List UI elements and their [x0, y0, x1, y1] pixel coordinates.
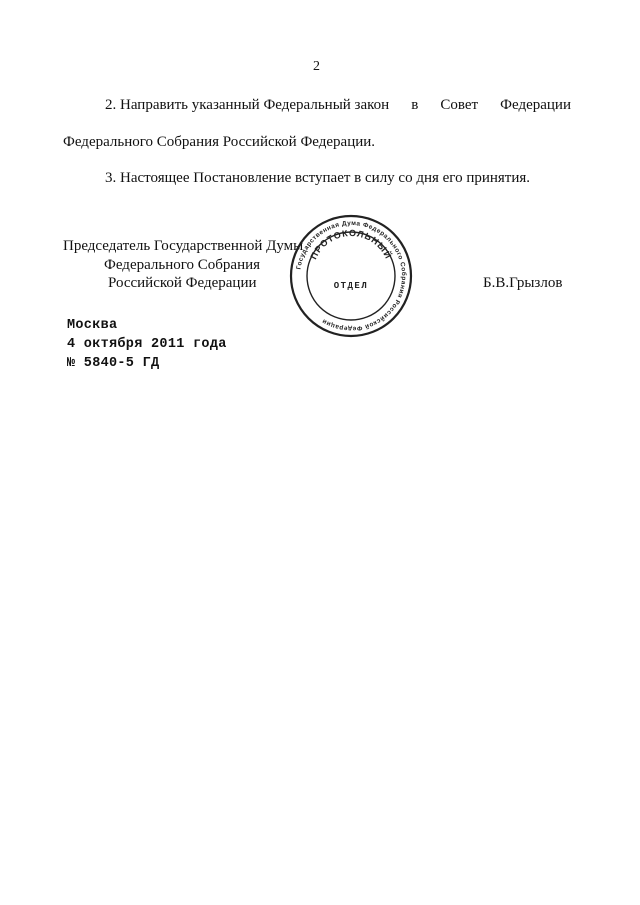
official-stamp: [289, 214, 413, 338]
signer-name: Б.В.Грызлов: [483, 275, 563, 291]
paragraph-1-word-group: Федерации: [500, 97, 571, 113]
paragraph-1-line-2: Федерального Собрания Российской Федерации.: [63, 134, 376, 150]
signer-title-line-3: Российской Федерации: [108, 275, 257, 291]
signer-title-line-2: Федерального Собрания: [104, 257, 261, 273]
paragraph-2: 3. Настоящее Постановление вступает в силу со дня его принятия.: [105, 170, 531, 186]
paragraph-1-word-group: Совет: [440, 97, 479, 113]
paragraph-1-word-group: 2. Направить указанный Федеральный закон: [105, 97, 390, 113]
issue-date: 4 октября 2011 года: [67, 337, 227, 352]
paragraph-1-word-group: в: [411, 97, 419, 113]
page-number: 2: [313, 59, 320, 74]
signer-title-line-1: Председатель Государственной Думы: [63, 238, 304, 254]
paragraph-1-line-1: [105, 97, 571, 114]
stamp-inner-text: ПРОТОКОЛЬНЫЙ: [308, 227, 394, 261]
stamp-center-text: ОТДЕЛ: [333, 281, 369, 291]
document-number: № 5840-5 ГД: [67, 356, 160, 371]
stamp-outer-text: Государственная Дума Федерального Собрания Российской Федерации: [295, 219, 408, 333]
issue-city: Москва: [67, 318, 118, 333]
